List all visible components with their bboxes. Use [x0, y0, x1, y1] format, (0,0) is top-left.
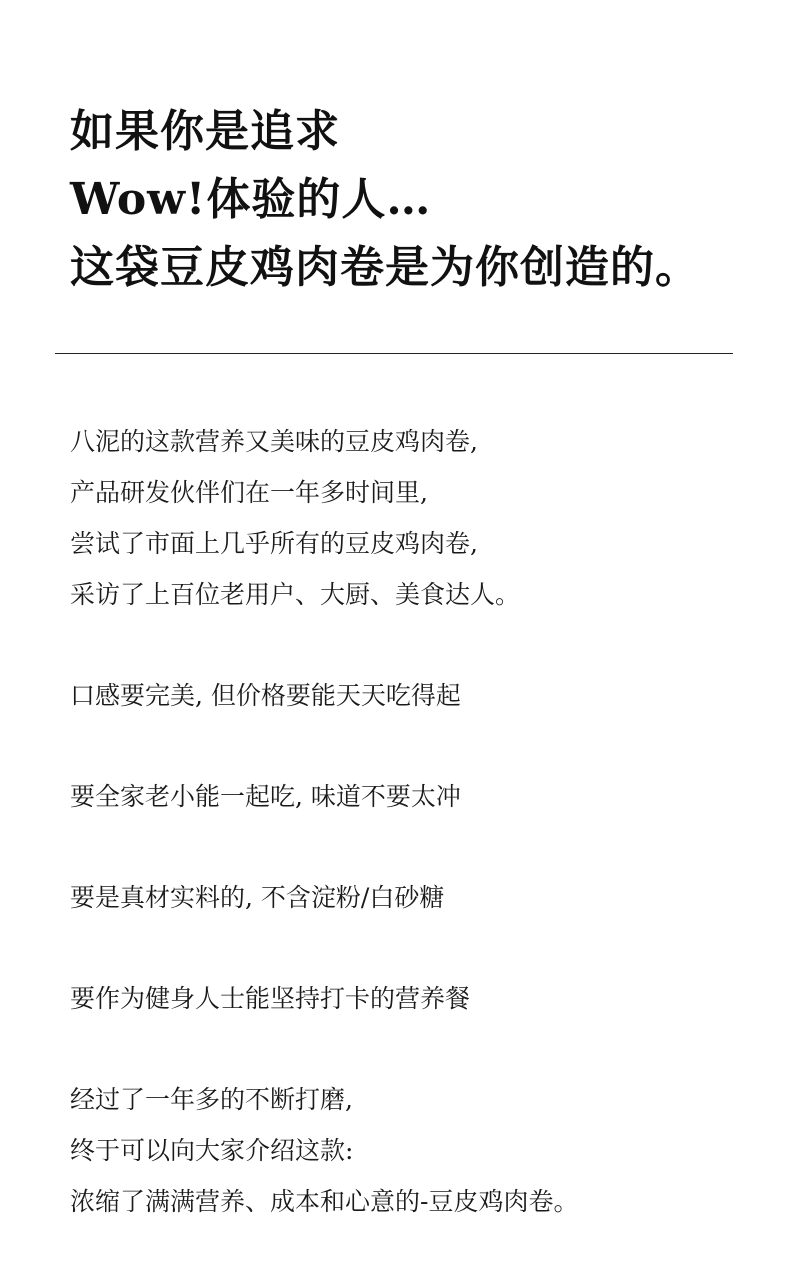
headline [70, 98, 760, 302]
intro-line-3: 尝试了市面上几乎所有的豆皮鸡肉卷, [70, 529, 478, 558]
headline-line-1: 如果你是追求 [70, 106, 340, 157]
outro-line-2: 终于可以向大家介绍这款: [70, 1136, 354, 1165]
requirement-3-text: 要是真材实料的, 不含淀粉/白砂糖 [70, 883, 445, 912]
requirement-1-text: 口感要完美, 但价格要能天天吃得起 [70, 681, 461, 710]
body-copy [70, 416, 760, 1277]
divider [55, 353, 733, 354]
intro-paragraph [70, 416, 760, 620]
intro-line-4: 采访了上百位老用户、大厨、美食达人。 [70, 580, 521, 609]
requirement-4-text: 要作为健身人士能坚持打卡的营养餐 [70, 984, 471, 1013]
requirement-2-text: 要全家老小能一起吃, 味道不要太冲 [70, 782, 461, 811]
requirement-fitness-meal [70, 973, 760, 1024]
outro-line-3: 浓缩了满满营养、成本和心意的-豆皮鸡肉卷。 [70, 1187, 579, 1216]
headline-line-2: Wow!体验的人… [70, 174, 432, 225]
outro-paragraph [70, 1074, 760, 1227]
outro-line-1: 经过了一年多的不断打磨, [70, 1085, 353, 1114]
intro-line-2: 产品研发伙伴们在一年多时间里, [70, 478, 428, 507]
intro-line-1: 八泥的这款营养又美味的豆皮鸡肉卷, [70, 427, 478, 456]
headline-line-3: 这袋豆皮鸡肉卷是为你创造的。 [70, 242, 700, 293]
requirement-texture-price [70, 670, 760, 721]
requirement-real-ingredients [70, 872, 760, 923]
requirement-family-flavor [70, 771, 760, 822]
